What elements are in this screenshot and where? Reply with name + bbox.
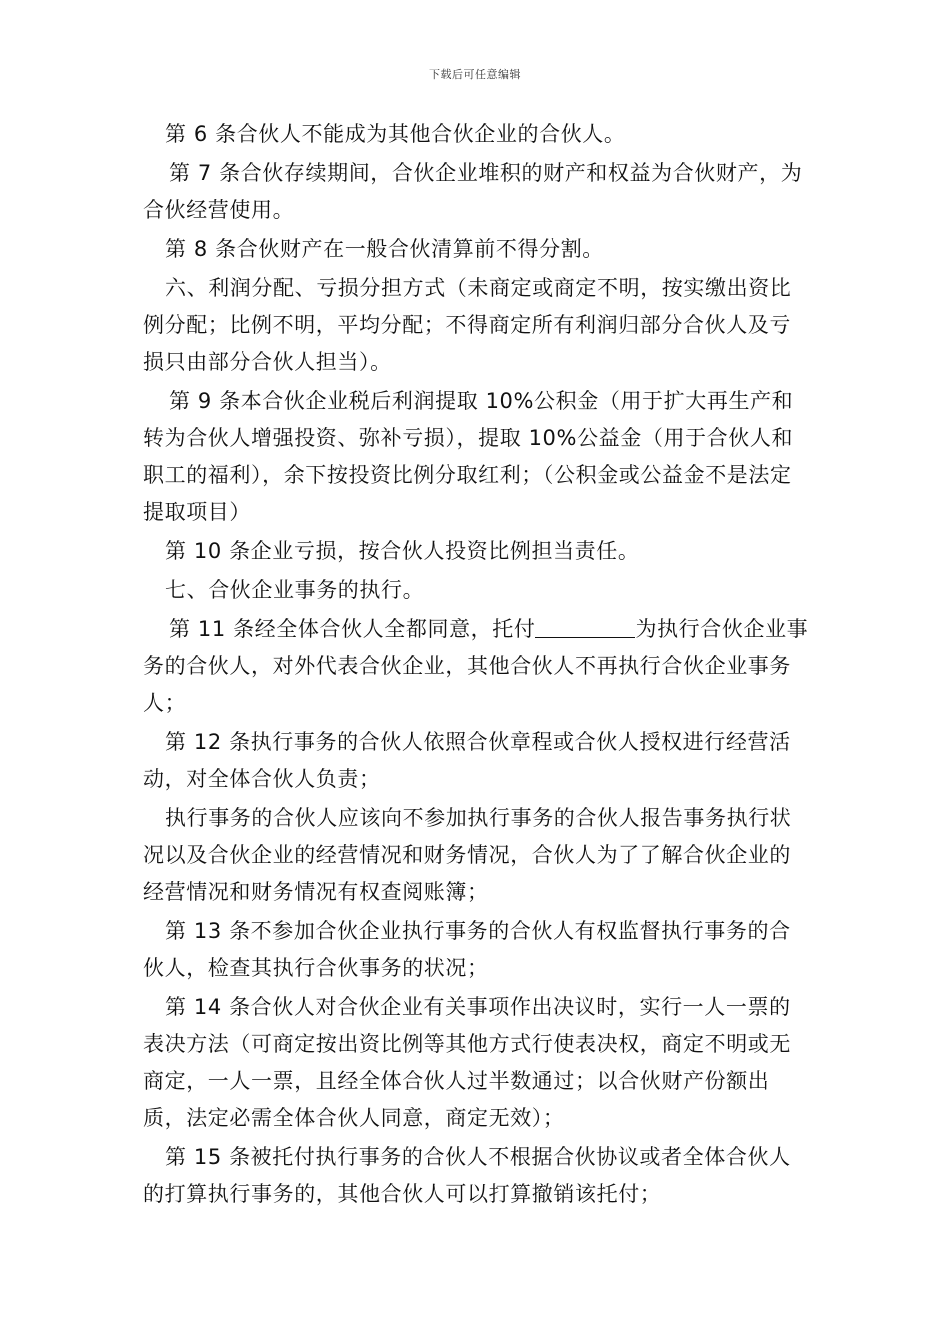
fill-in-blank [535,617,635,638]
article-11-before: 第 11 条经全体合伙人全都同意，托付 [169,617,536,641]
article-14: 第 14 条合伙人对合伙企业有关事项作出决议时，实行一人一票的表决方法（可商定按出资比例等其他方式行使表决权，商定不明或无商定，一人一票，且经全体合伙人过半数通过；以合伙财产份额出质，法定必需全体合伙人同意，商定无效）； [143,995,791,1130]
article-12-detail: 执行事务的合伙人应该向不参加执行事务的合伙人报告事务执行状况以及合伙企业的经营情况和财务情况，合伙人为了了解合伙企业的经营情况和财务情况有权查阅账簿； [143,806,792,904]
section-6-heading: 六、利润分配、亏损分担方式（未商定或商定不明，按实缴出资比例分配；比例不明，平均分配；不得商定所有利润归部分合伙人及亏损只由部分合伙人担当）。 [143,276,792,374]
section-7-heading: 七、合伙企业事务的执行。 [165,578,425,602]
page-header: 下载后可任意编辑 [429,68,521,81]
article-9: 第 9 条本合伙企业税后利润提取 10%公积金（用于扩大再生产和转为合伙人增强投资、弥补亏损），提取 10%公益金（用于合伙人和职工的福利），余下按投资比例分取红利；（公积金或公益金不是法定提取项目） [143,389,794,524]
article-11-after: 为执行合伙企业事务的合伙人，对外代表合伙企业，其他合伙人不再执行合伙企业事务人； [143,617,809,715]
article-13: 第 13 条不参加合伙企业执行事务的合伙人有权监督执行事务的合伙人，检查其执行合伙事务的状况； [143,919,791,980]
document-body [143,116,811,1213]
article-12: 第 12 条执行事务的合伙人依照合伙章程或合伙人授权进行经营活动，对全体合伙人负责； [143,730,791,791]
article-8: 第 8 条合伙财产在一般合伙清算前不得分割。 [165,237,604,261]
article-6: 第 6 条合伙人不能成为其他合伙企业的合伙人。 [165,122,626,146]
article-10: 第 10 条企业亏损，按合伙人投资比例担当责任。 [165,539,640,563]
article-11 [143,611,811,722]
article-15: 第 15 条被托付执行事务的合伙人不根据合伙协议或者全体合伙人的打算执行事务的，其他合伙人可以打算撤销该托付； [143,1145,791,1206]
article-7: 第 7 条合伙存续期间，合伙企业堆积的财产和权益为合伙财产，为合伙经营使用。 [143,161,803,222]
